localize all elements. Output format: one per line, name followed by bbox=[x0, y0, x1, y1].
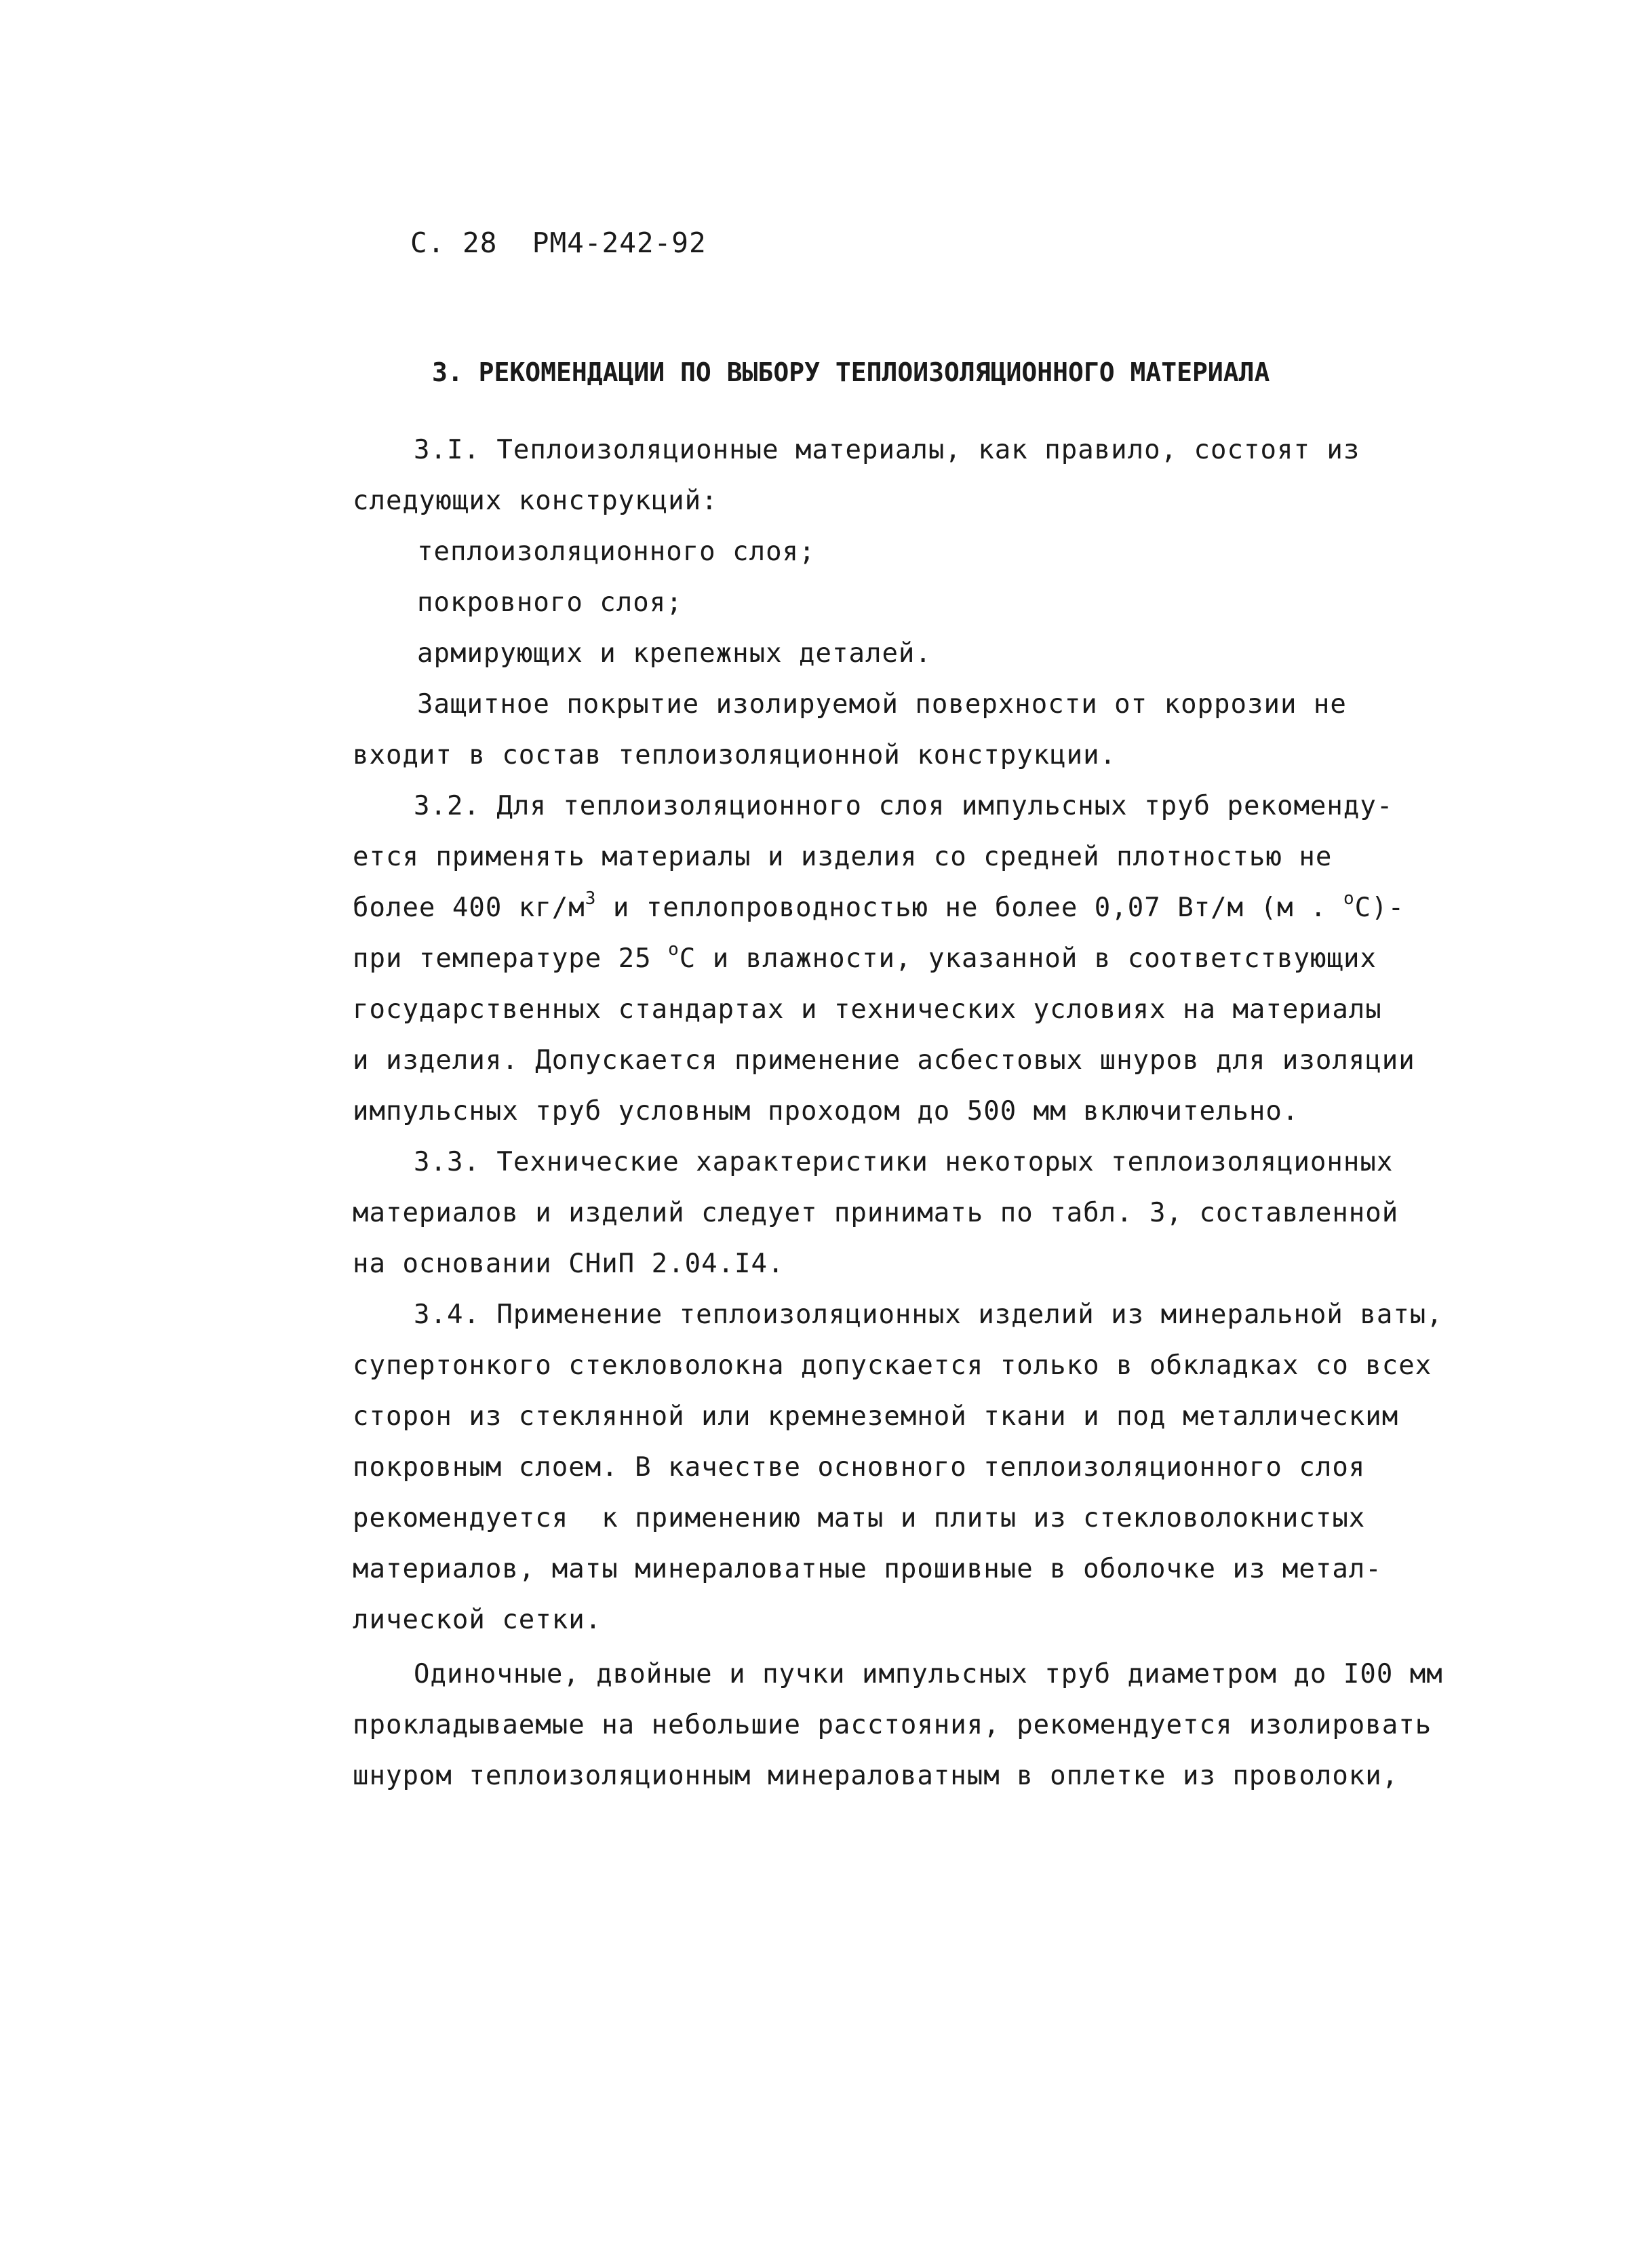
paragraph-3-2-line: ется применять материалы и изделия со средней плотностью не bbox=[353, 842, 1333, 872]
list-item: покровного слоя; bbox=[417, 587, 683, 618]
paragraph-3-4-line: покровным слоем. В качестве основного теплоизоляционного слоя bbox=[353, 1452, 1366, 1483]
humidity-text: С и влажности, указанной в соответствующих bbox=[679, 943, 1377, 974]
paragraph-3-4-line: супертонкого стекловолокна допускается только в обкладках со всех bbox=[353, 1350, 1432, 1381]
section-title: 3. РЕКОМЕНДАЦИИ ПО ВЫБОРУ ТЕПЛОИЗОЛЯЦИОННОГО МАТЕРИАЛА bbox=[432, 357, 1270, 387]
paragraph-3-4-line: материалов, маты минераловатные прошивные в оболочке из метал- bbox=[353, 1554, 1382, 1584]
paragraph-3-4-line: рекомендуется к применению маты и плиты из стекловолокнистых bbox=[353, 1503, 1366, 1533]
paragraph-3-2-line: импульсных труб условным проходом до 500 мм включительно. bbox=[353, 1096, 1299, 1127]
paragraph-3-2-line: государственных стандартах и технических условиях на материалы bbox=[353, 994, 1382, 1025]
paragraph-3-3-line: материалов и изделий следует принимать по табл. 3, составленной bbox=[353, 1198, 1399, 1228]
degree-superscript: о bbox=[668, 939, 680, 960]
conductivity-text: и теплопроводностью не более 0,07 Вт/м (м . bbox=[596, 893, 1343, 923]
degree-superscript: о bbox=[1343, 888, 1355, 909]
temperature-text: при температуре 25 bbox=[353, 943, 669, 974]
paragraph-3-3-line: на основании СНиП 2.04.I4. bbox=[353, 1249, 785, 1279]
paragraph-3-2-line: 3.2. Для теплоизоляционного слоя импульсных труб рекоменду- bbox=[414, 791, 1394, 821]
paragraph-line: прокладываемые на небольшие расстояния, рекомендуется изолировать bbox=[353, 1710, 1432, 1740]
density-text: более 400 кг/м bbox=[353, 893, 585, 923]
celsius-text: С)- bbox=[1354, 893, 1405, 923]
paragraph-3-4-line: сторон из стеклянной или кремнеземной ткани и под металлическим bbox=[353, 1401, 1399, 1432]
paragraph-3-3-line: 3.3. Технические характеристики некоторых теплоизоляционных bbox=[414, 1147, 1394, 1177]
paragraph-line: Защитное покрытие изолируемой поверхности от коррозии не bbox=[417, 689, 1347, 720]
paragraph-line: шнуром теплоизоляционным минераловатным в оплетке из проволоки, bbox=[353, 1761, 1399, 1791]
paragraph-3-2-line bbox=[353, 939, 1377, 975]
paragraph-3-4-line: 3.4. Применение теплоизоляционных изделий из минеральной ваты, bbox=[414, 1299, 1443, 1330]
paragraph-3-1-line: следующих конструкций: bbox=[353, 486, 718, 516]
paragraph-line: входит в состав теплоизоляционной конструкции. bbox=[353, 740, 1117, 770]
paragraph-3-2-line: и изделия. Допускается применение асбестовых шнуров для изоляции bbox=[353, 1045, 1415, 1076]
paragraph-3-2-line bbox=[353, 888, 1405, 924]
paragraph-3-4-line: лической сетки. bbox=[353, 1605, 602, 1635]
list-item: армирующих и крепежных деталей. bbox=[417, 638, 932, 669]
cube-superscript: 3 bbox=[585, 888, 597, 909]
paragraph-line: Одиночные, двойные и пучки импульсных труб диаметром до I00 мм bbox=[414, 1659, 1443, 1689]
list-item: теплоизоляционного слоя; bbox=[417, 536, 816, 567]
page-header: С. 28 РМ4-242-92 bbox=[410, 227, 707, 259]
paragraph-3-1-line: 3.I. Теплоизоляционные материалы, как правило, состоят из bbox=[414, 435, 1360, 465]
